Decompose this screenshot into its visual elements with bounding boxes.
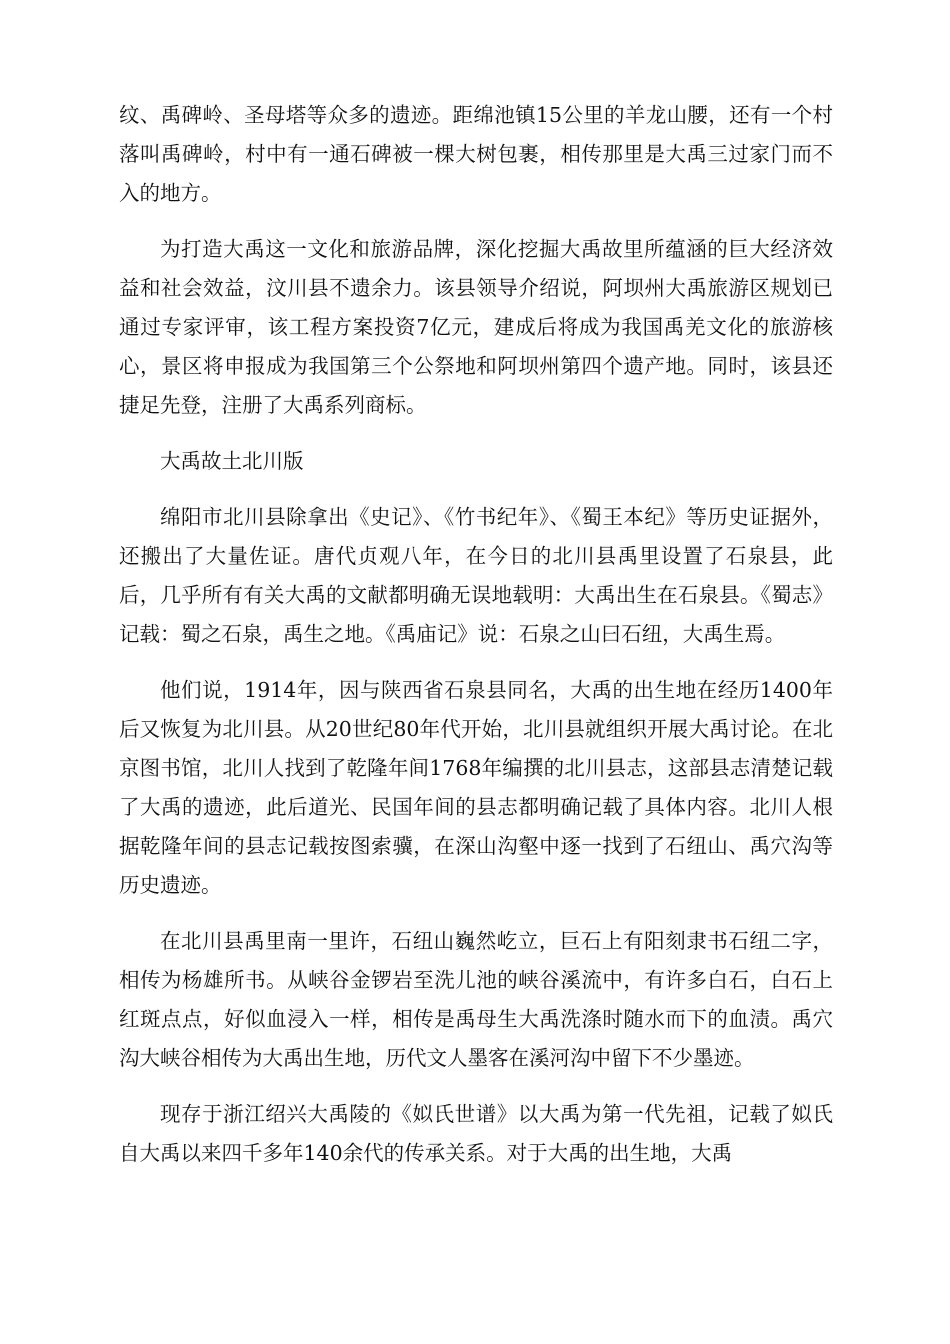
section-heading: 大禹故土北川版 bbox=[160, 449, 304, 473]
paragraph-4: 他们说，1914年，因与陕西省石泉县同名，大禹的出生地在经历1400年后又恢复为北川县。从20世纪80年代开始，北川县就组织开展大禹讨论。在北京图书馆，北川人找到了乾隆年间1768年编撰的北川县志，这部县志清楚记载了大禹的遗迹，此后道光、民国年间的县志都明确记载了具体内容。北川人根据乾隆年间的县志记载按图索骥，在深山沟壑中逐一找到了石纽山、禹穴沟等历史遗迹。 bbox=[119, 678, 833, 897]
paragraph-5: 在北川县禹里南一里许，石纽山巍然屹立，巨石上有阳刻隶书石纽二字，相传为杨雄所书。从峡谷金锣岩至洗儿池的峡谷溪流中，有许多白石，白石上红斑点点，好似血浸入一样，相传是禹母生大禹洗涤时随水而下的血渍。禹穴沟大峡谷相传为大禹出生地，历代文人墨客在溪河沟中留下不少墨迹。 bbox=[119, 929, 833, 1070]
paragraph-6: 现存于浙江绍兴大禹陵的《姒氏世谱》以大禹为第一代先祖，记载了姒氏自大禹以来四千多年140余代的传承关系。对于大禹的出生地，大禹 bbox=[119, 1102, 833, 1165]
document-page bbox=[119, 96, 833, 1190]
paragraph-3: 绵阳市北川县除拿出《史记》、《竹书纪年》、《蜀王本纪》等历史证据外，还搬出了大量佐证。唐代贞观八年，在今日的北川县禹里设置了石泉县，此后，几乎所有有关大禹的文献都明确无误地载明：大禹出生在石泉县。《蜀志》记载：蜀之石泉，禹生之地。《禹庙记》说：石泉之山曰石纽，大禹生焉。 bbox=[119, 505, 833, 646]
paragraph-2: 为打造大禹这一文化和旅游品牌，深化挖掘大禹故里所蕴涵的巨大经济效益和社会效益，汶川县不遗余力。该县领导介绍说，阿坝州大禹旅游区规划已通过专家评审，该工程方案投资7亿元，建成后将成为我国禹羌文化的旅游核心，景区将申报成为我国第三个公祭地和阿坝州第四个遗产地。同时，该县还捷足先登，注册了大禹系列商标。 bbox=[119, 237, 833, 417]
paragraph-1: 纹、禹碑岭、圣母塔等众多的遗迹。距绵池镇15公里的羊龙山腰，还有一个村落叫禹碑岭，村中有一通石碑被一棵大树包裹，相传那里是大禹三过家门而不入的地方。 bbox=[119, 103, 833, 205]
